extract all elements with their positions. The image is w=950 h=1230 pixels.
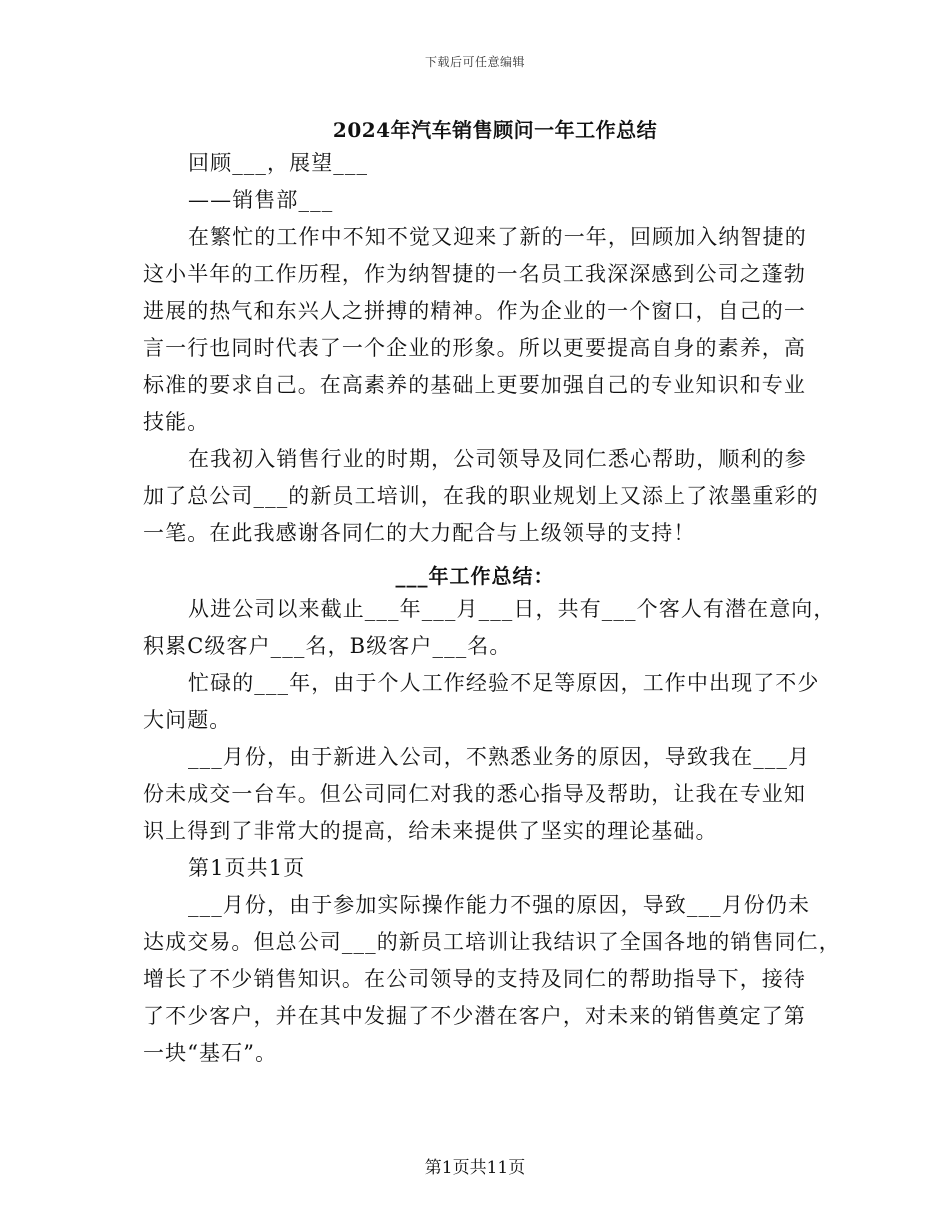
paragraph-line: 忙碌的___年，由于个人工作经验不足等原因，工作中出现了不少: [188, 671, 820, 695]
paragraph-line: 标准的要求自己。在高素养的基础上更要加强自己的专业知识和专业: [143, 373, 806, 397]
section-heading: ___年工作总结：: [395, 564, 555, 588]
paragraph-line: 技能。: [143, 410, 210, 434]
paragraph-line: 进展的热气和东兴人之拼搏的精神。作为企业的一个窗口，自己的一: [143, 299, 806, 323]
paragraph-line: 在我初入销售行业的时期，公司领导及同仁悉心帮助，顺利的参: [188, 447, 807, 471]
inline-page-mark: 第1页共1页: [188, 856, 306, 880]
paragraph-line: 达成交易。但总公司___的新员工培训让我结识了全国各地的销售同仁，: [143, 930, 841, 954]
paragraph-line: 一笔。在此我感谢各同仁的大力配合与上级领导的支持！: [143, 521, 696, 545]
paragraph-line: 了不少客户，并在其中发掘了不少潜在客户，对未来的销售奠定了第: [143, 1004, 806, 1028]
paragraph-line: 在繁忙的工作中不知不觉又迎来了新的一年，回顾加入纳智捷的: [188, 225, 807, 249]
paragraph-line: 加了总公司___的新员工培训，在我的职业规划上又添上了浓墨重彩的: [143, 484, 819, 508]
download-note: 下载后可任意编辑: [424, 55, 525, 69]
paragraph-line: ___月份，由于参加实际操作能力不强的原因，导致___月份仍未: [188, 893, 811, 917]
paragraph-line: 一块“基石”。: [143, 1041, 278, 1065]
document-title: 2024年汽车销售顾问一年工作总结: [332, 118, 658, 142]
intro-line-1: 回顾___，展望___: [188, 151, 369, 175]
paragraph-line: 这小半年的工作历程，作为纳智捷的一名员工我深深感到公司之蓬勃: [143, 262, 806, 286]
paragraph-line: 言一行也同时代表了一个企业的形象。所以更要提高自身的素养，高: [143, 336, 806, 360]
paragraph-line: 积累C级客户___名，B级客户___名。: [143, 634, 512, 658]
paragraph-line: 从进公司以来截止___年___月___日，共有___个客人有潜在意向，: [188, 597, 836, 621]
page-footer: 第1页共11页: [424, 1158, 526, 1178]
paragraph-line: 大问题。: [143, 708, 232, 732]
intro-line-2: ——销售部___: [188, 188, 334, 212]
paragraph-line: ___月份，由于新进入公司，不熟悉业务的原因，导致我在___月: [188, 745, 811, 769]
paragraph-line: 份未成交一台车。但公司同仁对我的悉心指导及帮助，让我在专业知: [143, 782, 806, 806]
paragraph-line: 增长了不少销售知识。在公司领导的支持及同仁的帮助指导下，接待: [143, 967, 806, 991]
paragraph-line: 识上得到了非常大的提高，给未来提供了坚实的理论基础。: [143, 819, 718, 843]
